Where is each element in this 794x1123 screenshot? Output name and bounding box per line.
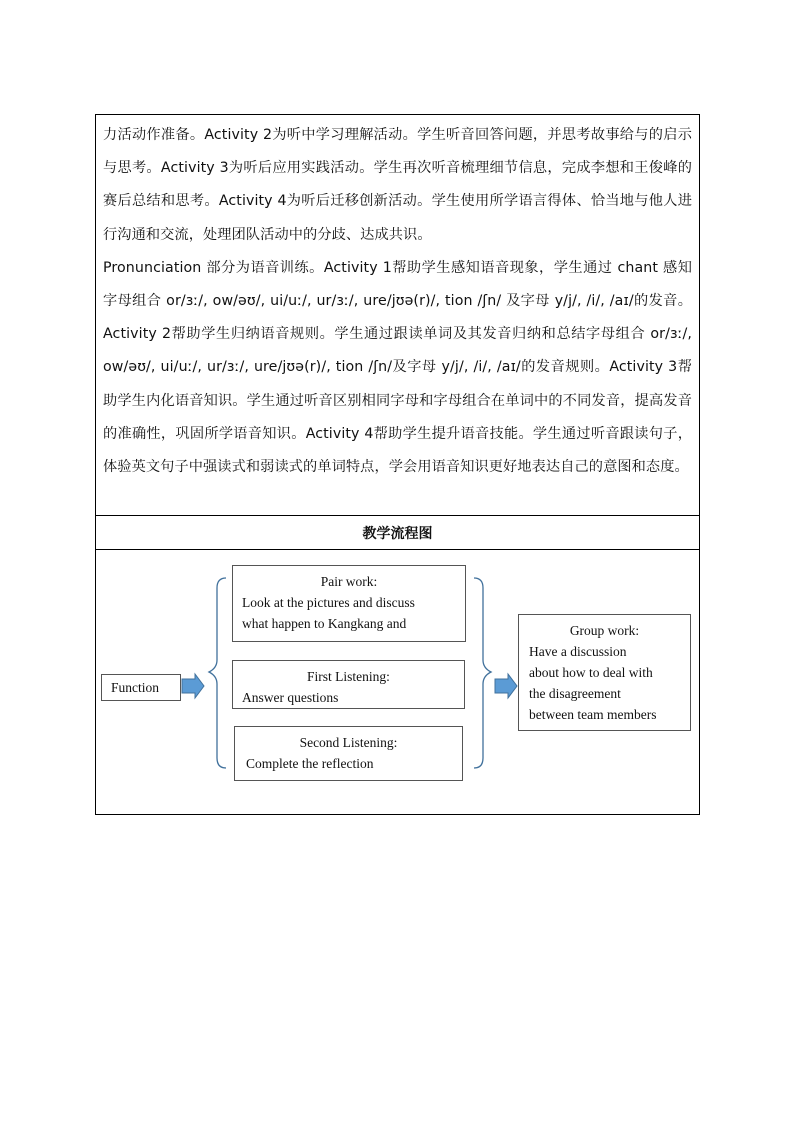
- group-work-box: [518, 614, 691, 731]
- group-work-line-3: the disagreement: [529, 686, 621, 701]
- pair-work-line-1: Look at the pictures and discuss: [242, 595, 415, 610]
- function-label: Function: [111, 680, 160, 695]
- lesson-table: [95, 114, 700, 815]
- description-cell: [96, 115, 699, 516]
- function-box: [101, 674, 181, 701]
- arrow-function-to-activities: [182, 674, 204, 698]
- group-work-title: Group work:: [569, 623, 640, 638]
- paragraph-pronunciation: Pronunciation 部分为语音训练。Activity 1帮助学生感知语音现象，学生通过 chant 感知字母组合 or/ɜː/, ow/əʊ/, ui/uː/, ur/ɜː/, ure/jʊə(r)/, tion /ʃn/ 及字母 y/j/, /i/, /aɪ/的发音。Activity 2帮助学生归纳语音规则。学生通过跟读单词及其发音归纳和总结字母组合 or/ɜː/, ow/əʊ/, ui/uː/, ur/ɜː/, ure/jʊə(r)/, tion /ʃn/及字母 y/j/, /i/, /aɪ/的发音规则。Activity 3帮助学生内化语音知识。学生通过听音区别相同字母和字母组合在单词中的不同发音，提高发音的准确性，巩固所学语音知识。Activity 4帮助学生提升语音技能。学生通过听音跟读句子，体验英文句子中强读式和弱读式的单词特点，学会用语音知识更好地表达自己的意图和态度。: [103, 259, 692, 476]
- second-listening-box: [234, 726, 463, 781]
- right-bracket: [474, 578, 491, 768]
- flowchart: [96, 550, 699, 814]
- first-listening-line-1: Answer questions: [242, 690, 339, 705]
- group-work-line-4: between team members: [529, 707, 657, 722]
- pair-work-line-2: what happen to Kangkang and: [242, 616, 407, 631]
- arrow-activities-to-group: [495, 674, 517, 698]
- first-listening-title: First Listening:: [307, 669, 390, 684]
- second-listening-line-1: Complete the reflection: [246, 756, 374, 771]
- group-work-line-1: Have a discussion: [529, 644, 627, 659]
- left-bracket: [209, 578, 226, 768]
- first-listening-box: [232, 660, 465, 709]
- second-listening-title: Second Listening:: [299, 735, 398, 750]
- group-work-line-2: about how to deal with: [529, 665, 653, 680]
- flowchart-title: 教学流程图: [96, 516, 699, 550]
- pair-work-box: [232, 565, 466, 642]
- paragraph-activities: 力活动作准备。Activity 2为听中学习理解活动。学生听音回答问题，并思考故事给与的启示与思考。Activity 3为听后应用实践活动。学生再次听音梳理细节信息，完成李想和王俊峰的赛后总结和思考。Activity 4为听后迁移创新活动。学生使用所学语言得体、恰当地与他人进行沟通和交流，处理团队活动中的分歧、达成共识。: [103, 127, 692, 243]
- pair-work-title: Pair work:: [320, 574, 378, 589]
